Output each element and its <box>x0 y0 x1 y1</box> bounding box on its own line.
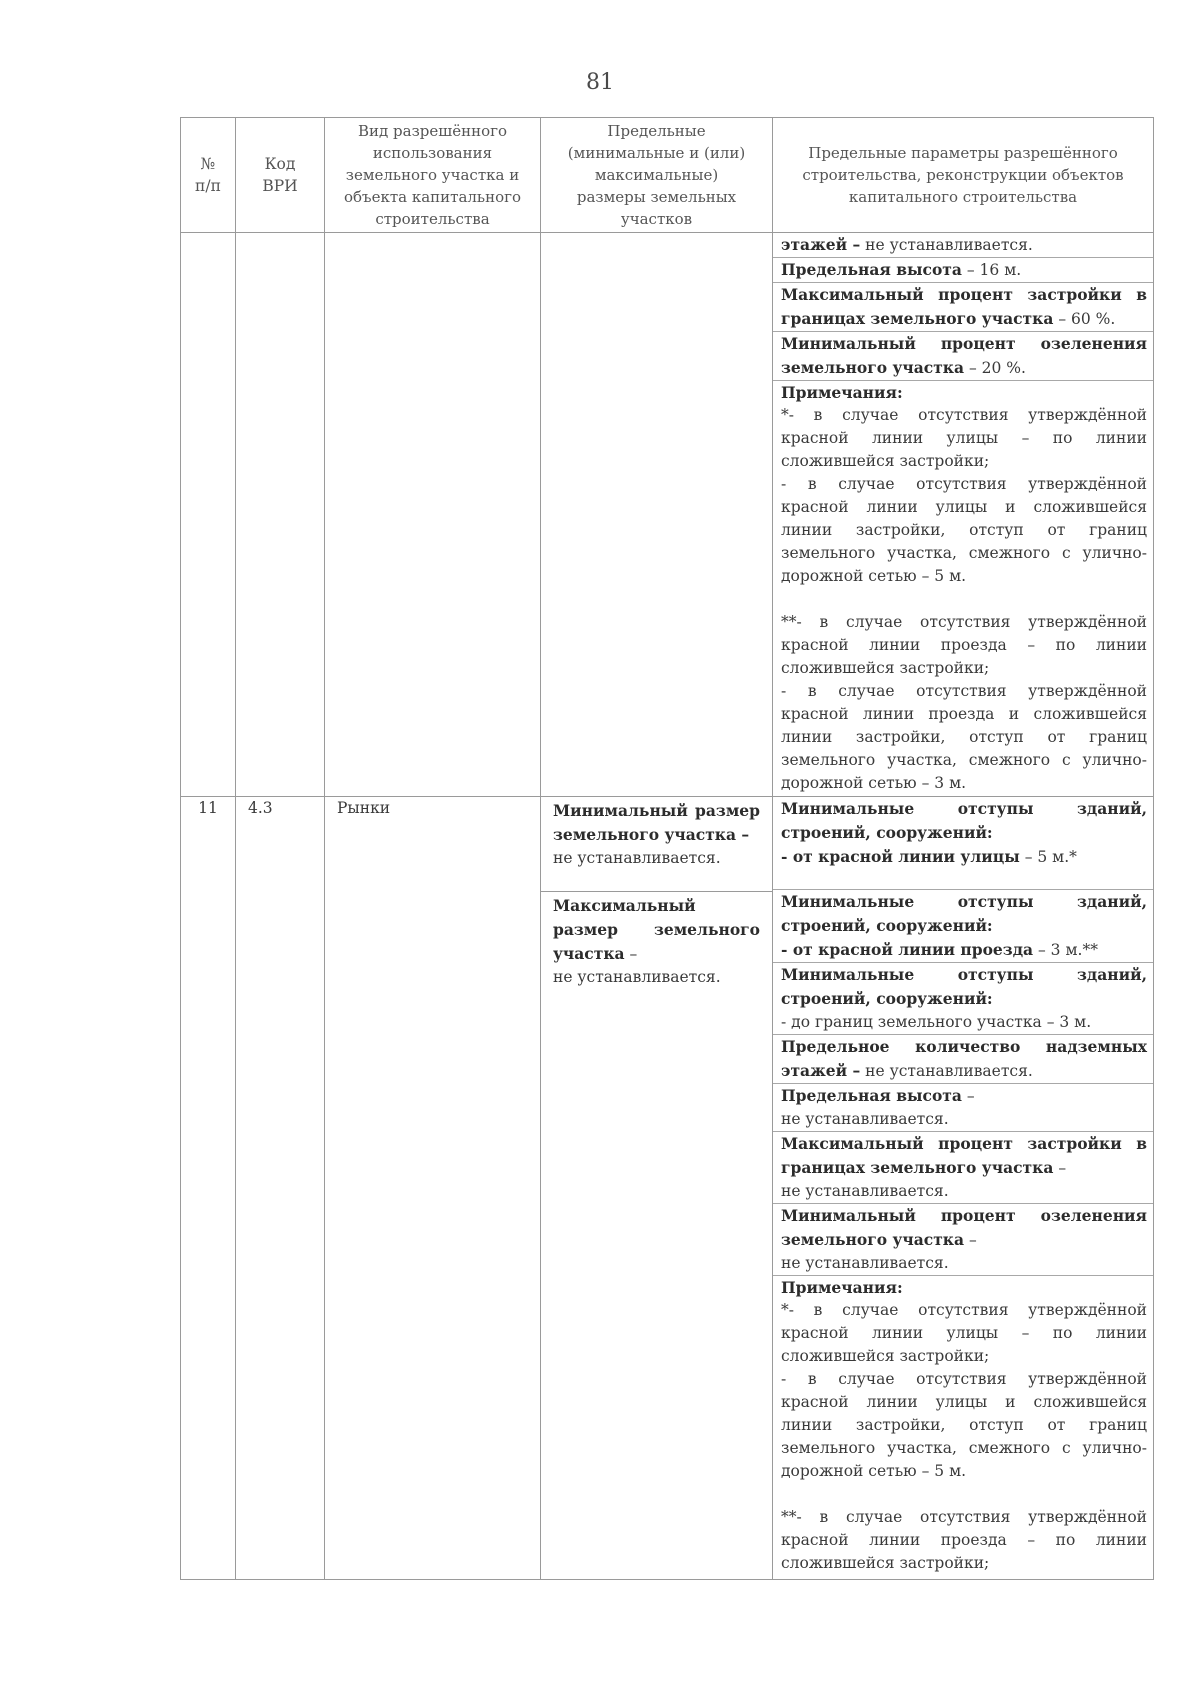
param-max-coverage: Максимальный процент застройки в границах земельного участка – 60 %. <box>773 283 1153 332</box>
note-item: **- в случае отсутствия утверждённой красной линии проезда – по линии сложившейся застройки; <box>781 613 1147 677</box>
row-use-type: Рынки <box>325 797 541 1580</box>
param-min-greening: Минимальный процент озеленения земельного участка – 20 %. <box>773 332 1153 381</box>
plot-size-cell <box>541 797 773 1580</box>
table-row <box>181 233 1154 797</box>
table-row <box>181 797 1154 1580</box>
header-use-type: Вид разрешённого использования земельного участка и объекта капитального строительства <box>325 118 541 233</box>
row-code: 4.3 <box>236 797 325 1580</box>
note-item: - в случае отсутствия утверждённой красной линии улицы и сложившейся линии застройки, отступ от границ земельного участка, смежного с улично-дорожной сетью – 5 м. <box>781 475 1147 585</box>
row-number: 11 <box>181 797 236 1580</box>
regulations-table <box>180 117 1154 1580</box>
header-parameters: Предельные параметры разрешённого строительства, реконструкции объектов капитального строительства <box>773 118 1154 233</box>
note-item: - в случае отсутствия утверждённой красной линии улицы и сложившейся линии застройки, отступ от границ земельного участка, смежного с улично-дорожной сетью – 5 м. <box>781 1370 1147 1480</box>
note-item: *- в случае отсутствия утверждённой красной линии улицы – по линии сложившейся застройки; <box>781 1301 1147 1365</box>
param-setback-street: Минимальные отступы зданий, строений, сооружений: - от красной линии улицы – 5 м.* <box>773 797 1153 890</box>
param-height: Предельная высота – не устанавливается. <box>773 1084 1153 1132</box>
header-plot-sizes: Предельные (минимальные и (или) максимальные) размеры земельных участков <box>541 118 773 233</box>
max-plot-size: Максимальный размер земельного участка – не устанавливается. <box>541 891 772 989</box>
page-number: 81 <box>586 70 614 95</box>
header-number: № п/п <box>181 118 236 233</box>
min-plot-size: Минимальный размер земельного участка – не устанавливается. <box>553 801 760 867</box>
param-min-greening: Минимальный процент озеленения земельного участка – не устанавливается. <box>773 1204 1153 1276</box>
param-height: Предельная высота – 16 м. <box>773 258 1153 283</box>
note-item: *- в случае отсутствия утверждённой красной линии улицы – по линии сложившейся застройки; <box>781 406 1147 470</box>
param-setback-boundary: Минимальные отступы зданий, строений, сооружений: - до границ земельного участка – 3 м. <box>773 963 1153 1035</box>
table-header <box>181 118 1154 233</box>
param-setback-driveway: Минимальные отступы зданий, строений, сооружений: - от красной линии проезда – 3 м.** <box>773 890 1153 963</box>
header-code: Код ВРИ <box>236 118 325 233</box>
notes: Примечания: *- в случае отсутствия утверждённой красной линии улицы – по линии сложившейся застройки; - в случае отсутствия утверждённой красной линии улицы и сложившейся линии застройки, отступ от границ земельного участка, смежного с улично-дорожной сетью – 5 м. **- в случае отсутствия утверждённой красной линии проезда – по линии сложившейся застройки; - в случае отсутствия утверждённой красной линии проезда и сложившейся линии застройки, отступ от границ земельного участка, смежного с улично-дорожной сетью – 3 м. <box>773 381 1153 795</box>
notes: Примечания: *- в случае отсутствия утверждённой красной линии улицы – по линии сложившейся застройки; - в случае отсутствия утверждённой красной линии улицы и сложившейся линии застройки, отступ от границ земельного участка, смежного с улично-дорожной сетью – 5 м. **- в случае отсутствия утверждённой красной линии проезда – по линии сложившейся застройки; <box>773 1276 1153 1575</box>
param-floors: этажей – не устанавливается. <box>773 233 1153 258</box>
param-max-coverage: Максимальный процент застройки в границах земельного участка – не устанавливается. <box>773 1132 1153 1204</box>
note-item: **- в случае отсутствия утверждённой красной линии проезда – по линии сложившейся застройки; <box>781 1508 1147 1572</box>
parameters-cell <box>773 233 1154 797</box>
note-item: - в случае отсутствия утверждённой красной линии проезда и сложившейся линии застройки, отступ от границ земельного участка, смежного с улично-дорожной сетью – 3 м. <box>781 682 1147 792</box>
param-floors: Предельное количество надземных этажей – не устанавливается. <box>773 1035 1153 1084</box>
parameters-cell <box>773 797 1154 1580</box>
